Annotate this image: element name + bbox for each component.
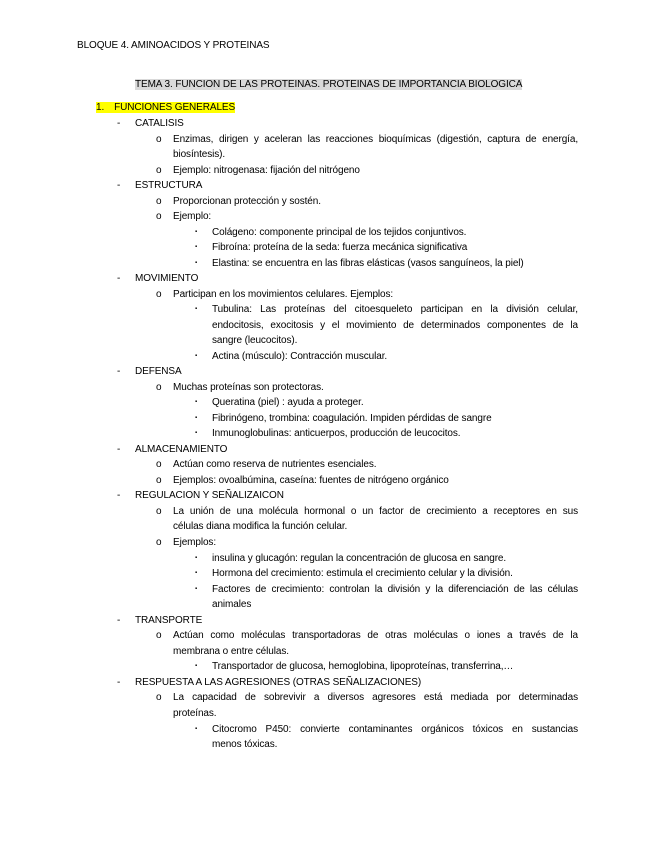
regulacion-item-2: Ejemplos: xyxy=(173,537,217,548)
estructura-item-2: Ejemplo: xyxy=(173,211,212,222)
defensa-sub-3: Inmunoglobulinas: anticuerpos, producción de leucocitos. xyxy=(212,428,461,439)
regulacion-title: REGULACION Y SEÑALIZAICON xyxy=(135,490,284,501)
movimiento-sub-1-line-3: sangre (leucocitos). xyxy=(212,335,298,346)
circle-bullet: o xyxy=(156,211,162,222)
transporte-item-1-line-1: Actúan como moléculas transportadoras de otras moléculas o iones a través de la xyxy=(173,630,578,641)
circle-bullet: o xyxy=(156,196,162,207)
square-bullet: ▪ xyxy=(195,415,198,421)
almacenamiento-item-2: Ejemplos: ovoalbúmina, caseína: fuentes de nitrógeno orgánico xyxy=(173,475,449,486)
almacenamiento-title: ALMACENAMIENTO xyxy=(135,444,228,455)
dash-bullet: - xyxy=(117,444,121,455)
movimiento-item-1: Participan en los movimientos celulares. Ejemplos: xyxy=(173,289,394,300)
defensa-title: DEFENSA xyxy=(135,366,182,377)
square-bullet: ▪ xyxy=(195,586,198,592)
circle-bullet: o xyxy=(156,475,162,486)
regulacion-item-1-line-1: La unión de una molécula hormonal o un factor de crecimiento a receptores en sus xyxy=(173,506,578,517)
catalisis-item-1-line-1: Enzimas, dirigen y aceleran las reacciones bioquímicas (digestión, captura de energía, xyxy=(173,134,578,145)
circle-bullet: o xyxy=(156,506,162,517)
respuesta-item-1-line-1: La capacidad de sobrevivir a diversos agresores está mediada por determinadas xyxy=(173,692,578,703)
movimiento-sub-1-line-2: endocitosis, exocitosis y el movimiento de determinados componentes de la xyxy=(212,320,578,331)
respuesta-title: RESPUESTA A LAS AGRESIONES (OTRAS SEÑALIZACIONES) xyxy=(135,677,422,688)
square-bullet: ▪ xyxy=(195,306,198,312)
square-bullet: ▪ xyxy=(195,229,198,235)
estructura-sub-1: Colágeno: componente principal de los tejidos conjuntivos. xyxy=(212,227,467,238)
circle-bullet: o xyxy=(156,537,162,548)
regulacion-sub-3-line-2: animales xyxy=(212,599,252,610)
tema-heading: TEMA 3. FUNCION DE LAS PROTEINAS. PROTEINAS DE IMPORTANCIA BIOLOGICA xyxy=(135,79,523,90)
dash-bullet: - xyxy=(117,366,121,377)
square-bullet: ▪ xyxy=(195,726,198,732)
defensa-item-1: Muchas proteínas son protectoras. xyxy=(173,382,324,393)
regulacion-item-1-line-2: células diana modifica la función celular. xyxy=(173,521,348,532)
circle-bullet: o xyxy=(156,289,162,300)
square-bullet: ▪ xyxy=(195,430,198,436)
catalisis-item-1-line-2: biosíntesis). xyxy=(173,149,226,160)
estructura-sub-2: Fibroína: proteína de la seda: fuerza mecánica significativa xyxy=(212,242,468,253)
catalisis-title: CATALISIS xyxy=(135,118,184,129)
circle-bullet: o xyxy=(156,630,162,641)
square-bullet: ▪ xyxy=(195,260,198,266)
bloque-heading: BLOQUE 4. AMINOACIDOS Y PROTEINAS xyxy=(77,40,270,51)
movimiento-title: MOVIMIENTO xyxy=(135,273,199,284)
square-bullet: ▪ xyxy=(195,555,198,561)
dash-bullet: - xyxy=(117,180,121,191)
dash-bullet: - xyxy=(117,677,121,688)
estructura-title: ESTRUCTURA xyxy=(135,180,203,191)
square-bullet: ▪ xyxy=(195,244,198,250)
circle-bullet: o xyxy=(156,382,162,393)
defensa-sub-1: Queratina (piel) : ayuda a proteger. xyxy=(212,397,364,408)
respuesta-item-1-line-2: proteínas. xyxy=(173,708,217,719)
square-bullet: ▪ xyxy=(195,570,198,576)
section-title: FUNCIONES GENERALES xyxy=(114,102,236,113)
estructura-sub-3: Elastina: se encuentra en las fibras elásticas (vasos sanguíneos, la piel) xyxy=(212,258,524,269)
circle-bullet: o xyxy=(156,459,162,470)
almacenamiento-item-1: Actúan como reserva de nutrientes esenciales. xyxy=(173,459,377,470)
transporte-item-1-line-2: membrana o entre células. xyxy=(173,646,289,657)
regulacion-sub-1: insulina y glucagón: regulan la concentración de glucosa en sangre. xyxy=(212,553,507,564)
regulacion-sub-2: Hormona del crecimiento: estimula el crecimiento celular y la división. xyxy=(212,568,513,579)
square-bullet: ▪ xyxy=(195,663,198,669)
circle-bullet: o xyxy=(156,692,162,703)
dash-bullet: - xyxy=(117,490,121,501)
section-heading xyxy=(96,102,235,113)
respuesta-sub-1-line-1: Citocromo P450: convierte contaminantes orgánicos tóxicos en sustancias xyxy=(212,724,578,735)
regulacion-sub-3-line-1: Factores de crecimiento: controlan la división y la diferenciación de las células xyxy=(212,584,578,595)
circle-bullet: o xyxy=(156,134,162,145)
movimiento-sub-1-line-1: Tubulina: Las proteínas del citoesqueleto participan en la división celular, xyxy=(212,304,578,315)
transporte-title: TRANSPORTE xyxy=(135,615,203,626)
dash-bullet: - xyxy=(117,118,121,129)
movimiento-sub-2: Actina (músculo): Contracción muscular. xyxy=(212,351,388,362)
transporte-sub-1: Transportador de glucosa, hemoglobina, lipoproteínas, transferrina,… xyxy=(212,661,514,672)
square-bullet: ▪ xyxy=(195,399,198,405)
square-bullet: ▪ xyxy=(195,353,198,359)
dash-bullet: - xyxy=(117,273,121,284)
section-number: 1. xyxy=(96,102,105,113)
catalisis-item-2: Ejemplo: nitrogenasa: fijación del nitrógeno xyxy=(173,165,360,176)
circle-bullet: o xyxy=(156,165,162,176)
estructura-item-1: Proporcionan protección y sostén. xyxy=(173,196,321,207)
dash-bullet: - xyxy=(117,615,121,626)
respuesta-sub-1-line-2: menos tóxicas. xyxy=(212,739,278,750)
defensa-sub-2: Fibrinógeno, trombina: coagulación. Impiden pérdidas de sangre xyxy=(212,413,492,424)
